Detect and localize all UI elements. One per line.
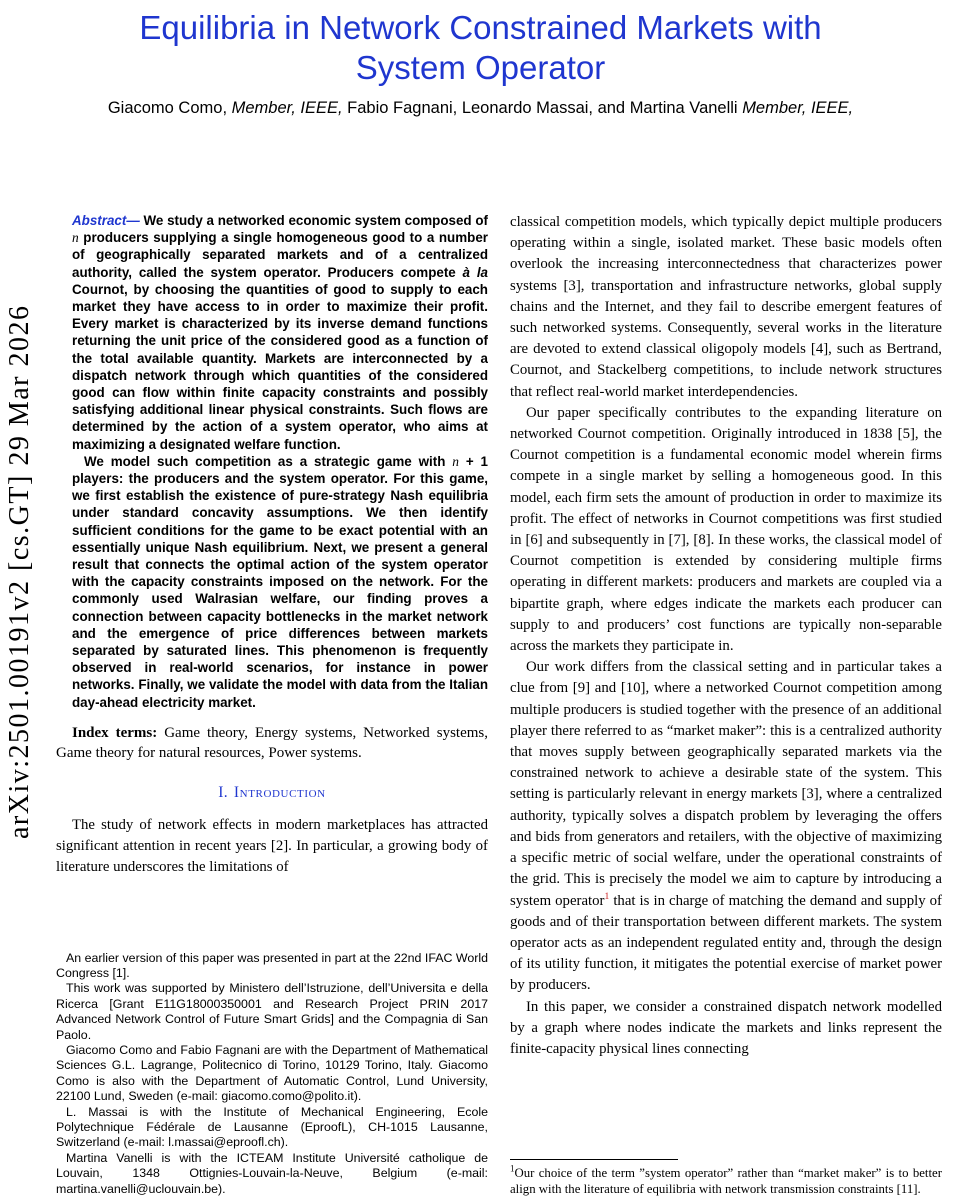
footnote-marker: 1 (510, 1163, 515, 1174)
right-column-body (510, 212, 942, 1060)
index-terms (56, 723, 488, 763)
two-column-body (56, 212, 942, 1198)
text-segment: Our choice of the term ”system operator” rather than “market maker” is to better align with the literature of equilibria with network transmission constraints [11]. (510, 1165, 942, 1196)
index-terms-text: Game theory, Energy systems, Networked systems, Game theory for natural resources, Power systems. (56, 724, 488, 761)
abstract-paragraph-1 (72, 212, 488, 453)
body-paragraph-2: Our paper specifically contributes to the expanding literature on networked Cournot competition. Originally introduced in 1838 [5], the Cournot competition is a fundamental economic model wherein firms compete in a single market by selling a homogeneous good. In this model, each firm sets the amount of production in order to maximize its profit. The effect of networks in Cournot competitions was first studied in [6] and subsequently in [7], [8]. In these works, the classical model of Cournot competition is extended by considering multiple firms operating in different markets: producers and markets are coupled via a bipartite graph, where edges indicate the markets each producer can supply to and producers’ cost functions are typically non-separable across the markets they participate in. (510, 404, 942, 655)
text-segment: + 1 players: the producers and the system operator. For this game, we first establish the existence of pure-strategy Nash equilibria under standard concavity assumptions. We then identify sufficient conditions for the game to be exact potential with an essentially unique Nash equilibrium. Next, we present a general result that connects the optimal action of the system operator with the capacity constraints imposed on the network. For the commonly used Walrasian welfare, our finding proves a connection between capacity bottlenecks in the market network and the emergence of price differences between markets separated by saturated lines. This phenomenon is frequently observed in real-world scenarios, for instance in power networks. Finally, we validate the model with data from the Italian day-ahead electricity market. (72, 453, 488, 710)
text-segment: Giacomo Como, (107, 99, 232, 117)
paper-title (0, 8, 961, 88)
footnote-1-text (510, 1165, 942, 1197)
intro-paragraph: The study of network effects in modern marketplaces has attracted significant attention in recent years [2]. In particular, a growing body of literature underscores the limitations of (56, 816, 488, 876)
text-segment: n (72, 230, 79, 246)
index-terms-label: Index terms: (72, 724, 158, 741)
abstract-paragraph-2 (72, 453, 488, 711)
left-column (56, 212, 488, 1198)
text-segment: Fabio Fagnani, Leonardo Massai, and Martina Vanelli (342, 99, 743, 117)
text-segment: We study a networked economic system composed of (139, 213, 488, 228)
footnote-funding: This work was supported by Ministero dell’Istruzione, dell’Universita e della Ricerca [Grant E11G18000350001 and Research Project PRIN 2017 Advanced Network Control of Future Smart Grids] and the Compagnia di San Paolo. (56, 981, 488, 1042)
paper-title-line-2: System Operator (355, 49, 606, 86)
bottom-footnote (510, 1159, 942, 1197)
section-number: I. (218, 783, 228, 801)
text-segment: Abstract— (72, 213, 140, 228)
left-column-body (56, 815, 488, 879)
footnote-rule (510, 1159, 678, 1160)
footnote-ref-link[interactable]: 1 (604, 890, 610, 902)
footnote-affiliation-massai: L. Massai is with the Institute of Mechanical Engineering, Ecole Polytechnique Fédérale de Lausanne (EproofL), CH-1015 Lausanne, Switzerland (e-mail: l.massai@eproofl.ch). (56, 1104, 488, 1150)
body-paragraph-4: In this paper, we consider a constrained dispatch network modelled by a graph where nodes indicate the markets and links represent the finite-capacity physical lines connecting (510, 998, 942, 1057)
body-paragraph-3 (510, 657, 942, 996)
section-title: Introduction (233, 783, 326, 801)
text-segment: Member, IEEE, (742, 99, 854, 117)
text-segment: Member, IEEE, (231, 99, 343, 117)
footnote-affiliation-vanelli: Martina Vanelli is with the ICTEAM Institute Université catholique de Louvain, 1348 Ottignies-Louvain-la-Neuve, Belgium (e-mail: martina.vanelli@uclouvain.be). (56, 1150, 488, 1196)
text-segment: Cournot, by choosing the quantities of good to supply to each market they have access to in order to maximize their profit. Every market is characterized by its inverse demand functions returning the unit price of the considered good as a function of the total available quantity. Markets are interconnected by a dispatch network through which quantities of the considered good can flow within finite capacity constraints and possibly satisfying additional linear physical constraints. Such flows are determined by the action of a system operator, who aims at maximizing a designated welfare function. (72, 281, 488, 452)
first-page-footnotes (56, 951, 488, 1198)
footnote-ifac: An earlier version of this paper was presented in part at the 22nd IFAC World Congress [1]. (56, 950, 488, 980)
text-segment: Our work differs from the classical setting and in particular takes a clue from [9] and [10], where a networked Cournot competition among multiple producers is studied together with the presence of an additional player there referred to as “market maker”: this is a centralized authority that moves supply between geographically separated markets via the constrained network to achieve a desirable state of the system. This setting is particularly relevant in energy markets [3], where a centralized authority, typically solves a dispatch problem by leveraging the offers and bids from generators and retailers, with the objective of maximizing a specific metric of social welfare, under the operational constraints of the grid. This is precisely the model we aim to capture by introducing a system operator (510, 659, 942, 909)
text-segment: n (452, 453, 459, 469)
text-segment: à la (462, 264, 488, 280)
text-segment: producers supplying a single homogeneous good to a number of geographically separated markets and of a centralized authority, called the system operator. Producers compete (72, 230, 488, 280)
paper-title-line-1: Equilibria in Network Constrained Markets with (139, 9, 822, 46)
text-segment: that is in charge of matching the demand and supply of goods and of their transportation between different markets. The system operator acts as an independent regulated entity and, through the design of its utility function, it mitigates the potential exercise of market power by producers. (510, 892, 942, 994)
author-line (0, 99, 961, 118)
section-heading-introduction (56, 784, 488, 802)
footnote-affiliation-como-fagnani: Giacomo Como and Fabio Fagnani are with the Department of Mathematical Sciences G.L. Lagrange, Politecnico di Torino, 10129 Torino, Italy. Giacomo Como is also with the Department of Automatic Control, Lund University, 22100 Lund, Sweden (e-mail: giacomo.como@polito.it). (56, 1042, 488, 1104)
right-column (510, 212, 942, 1198)
body-paragraph-1: classical competition models, which typically depict multiple producers operating within a single, isolated market. These basic models often overlook the increasing interconnectedness that characterizes power systems [3], transportation and infrastructure networks, global supply chains and the Internet, and they fail to describe emergent features of such networked systems. Consequently, several works in the literature are devoted to extend classical oligopoly models [4], such as Bertrand, Cournot, and Stackelberg competitions, to include network structures that reflect real-world market interdependencies. (510, 214, 942, 400)
text-segment: We model such competition as a strategic game with (84, 453, 453, 469)
arxiv-watermark: arXiv:2501.00191v2 [cs.GT] 29 Mar 2026 (4, 304, 35, 840)
